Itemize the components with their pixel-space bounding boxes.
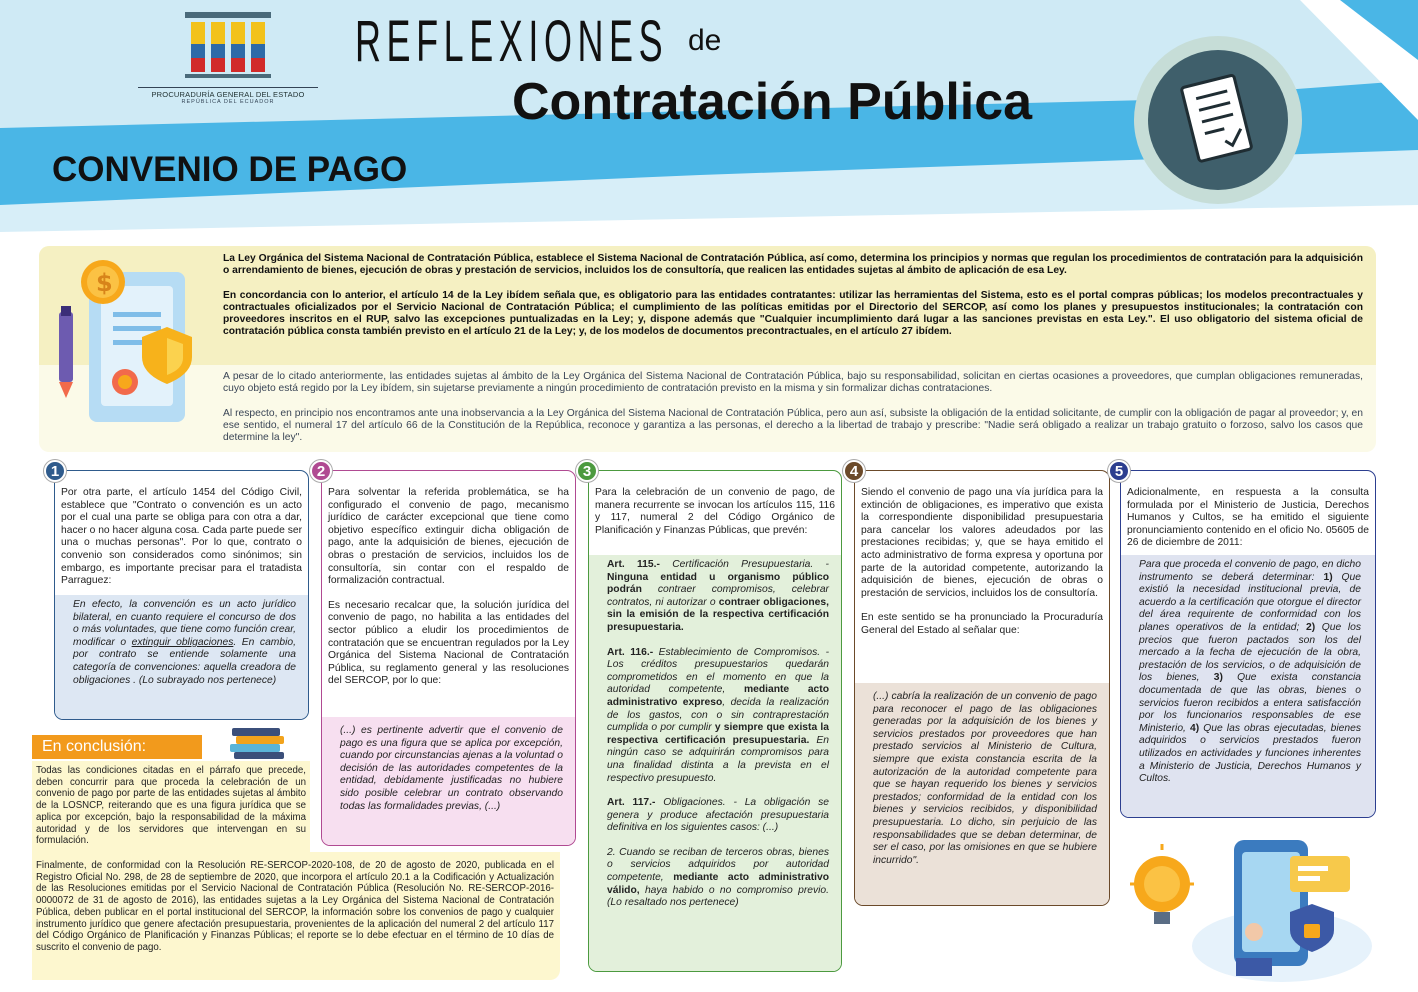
- column-5-quote: Para que proceda el convenio de pago, en dicho instrumento se deberá determinar: 1) Que existió la necesidad institucional previa, de acuerdo a la certificación que otorgue el director del área requirente de conformidad con los planes operativos de la entidad; 2) Que los precios que fueron pactados son los del mercado a la fecha de ejecución de la obra, prestación de los servicios, o de adquisición de los bienes, 3) Que exista constancia documentada de que las obras, bienes o servicios fueron recibidos a entera satisfacción por los funcionarios responsables de ese Ministerio, 4) Que las obras ejecutadas, bienes adquiridos o servicios prestados fueron utilizados en actividades y funciones inherentes a Ministerio de Justicia, Derechos Humanos y Cultos.: [1121, 555, 1376, 818]
- article-116: Art. 116.- Establecimiento de Compromisos. - Los créditos presupuestarios quedarán comprometidos en el momento en que la autoridad competente, mediante acto administrativo expreso, decida la realización de los gastos, con o sin contraprestación cumplida o por cumplir y siempre que exista la respectiva certificación presupuestaria. En ningún caso se adquirirán compromisos para una finalidad distinta a la prevista en el respectivo presupuesto.: [607, 646, 829, 784]
- badge-number-3: 3: [576, 460, 598, 482]
- column-1-quote: [55, 595, 309, 720]
- column-5-text: Adicionalmente, en respuesta a la consulta formulada por el Ministerio de Justicia, Derechos Humanos y Cultos, se ha emitido el siguiente pronunciamiento contenido en el oficio No. 05605 de 26 de diciembre de 2011:: [1127, 487, 1369, 549]
- quote-1-part-b: . En cambio, por contrato se entiende solamente una categoría de convenciones: aquella creadora de obligaciones . (Lo subrayado nos pertenece): [73, 636, 296, 686]
- conclusion-p2: Finalmente, de conformidad con la Resolución RE-SERCOP-2020-108, de 20 de agosto de 2020, publicada en el Registro Oficial No. 298, de 28 de septiembre de 2020, que incorpora el artículo 20.1 a la Codificación y Actualización de las Resoluciones emitidas por el Servicio Nacional de Contratación Pública (Resolución No. RE-SERCOP-2016-0000072 de 31 de agosto de 2016), las entidades sujetas a la Ley Orgánica del Sistema Nacional de Contratación Pública, deben publicar en el portal institucional del SERCOP, la información sobre los convenios de pago y cualquier instrumento jurídico que genere afectación presupuestaria, provenientes de la aplicación del numeral 2 del artículo 117 del Código Orgánico de Planificación y Finanzas Públicas; el reporte se lo debe efectuar en el término de 10 días de suscrito el convenio de pago.: [32, 852, 560, 980]
- column-2-text-p2: Es necesario recalcar que, la solución jurídica del convenio de pago, no habilita a las entidades del sector público a eludir los procedimientos de contratación que se encuentran regulados por la Ley Orgánica del Sistema Nacional de Contratación Pública, su reglamento general y las resoluciones del SERCOP, por lo que:: [328, 599, 569, 687]
- badge-number-1: 1: [44, 460, 66, 482]
- intro-reg-p2: Al respecto, en principio nos encontramos ante una inobservancia a la Ley Orgánica del Sistema Nacional de Contratación Pública, pero aun así, subsiste la obligación de la entidad solicitante, de cumplir con la obligación de pagar al proveedor; y, en ese sentido, el numeral 17 del artículo 66 de la Constitución de la República, reconoce y garantiza a las personas, el derecho a la libertad de trabajo y prescribe: "Nadie será obligado a realizar un trabajo gratuito o forzoso, salvo los casos que determine la ley".: [223, 407, 1363, 444]
- page-title: CONVENIO DE PAGO: [52, 150, 408, 189]
- document-checklist-icon: [1168, 70, 1268, 170]
- badge-number-2: 2: [310, 460, 332, 482]
- intro-reg-p1: A pesar de lo citado anteriormente, las entidades sujetas al ámbito de la Ley Orgánica del Sistema Nacional de Contratación Pública, bajo su responsabilidad, solicitan en ciertas ocasiones a proveedores, que cumplan obligaciones remuneradas, cuyo objeto está regido por la Ley ibídem, sin sujetarse previamente a ningún procedimiento de contratación previsto en la misma y sin formalizar dichas contrataciones.: [223, 371, 1363, 395]
- column-4-quote: (...) cabría la realización de un convenio de pago para reconocer el pago de las obligaciones generadas por la adquisición de los bienes y servicios prestados por proveedores que han prestado servicios al Ministerio de Cultura, siempre que exista constancia escrita de la autorización de la autoridad competente para que se hayan requerido los bienes y servicios prestados; conformidad de la entidad con los bienes y servicios recibidos, y disponibilidad presupuestaria. Lo dicho, sin perjuicio de las responsabilidades que se deban determinar, de ser el caso, por las omisiones en que se hubiere incurrido".: [855, 683, 1110, 906]
- column-4-text-p2: En este sentido se ha pronunciado la Procuraduría General del Estado al señalar que:: [861, 612, 1103, 636]
- column-5: [1120, 470, 1376, 818]
- quote-1-underlined: extinguir obligaciones: [131, 636, 234, 648]
- column-3: [588, 470, 842, 972]
- title-contratacion: Contratación Pública: [512, 73, 1033, 131]
- intro-bold-p1: La Ley Orgánica del Sistema Nacional de Contratación Pública, establece el Sistema Nacional de Contratación Pública, así como, determina los principios y normas que regulan los procedimientos de contratación para la adquisición o arrendamiento de bienes, ejecución de obras y prestación de servicios, incluidos los de consultoría, que realicen las entidades sujetas al ámbito de aplicación de esa Ley.: [223, 253, 1363, 277]
- contract-illustration-icon: [47, 252, 207, 442]
- badge-number-5: 5: [1108, 460, 1130, 482]
- badge-number-4: 4: [843, 460, 865, 482]
- intro-bold-text: [223, 253, 1363, 339]
- article-117: Art. 117.- Obligaciones. - La obligación se genera y produce afectación presupuestaria definitiva en los siguientes casos: (...): [607, 797, 830, 834]
- title-de: de: [688, 24, 722, 57]
- intro-bold-p2: En concordancia con lo anterior, el artículo 14 de la Ley ibídem señala que, es obligatorio para las entidades contratantes: utilizar las herramientas del Sistema, esto es el portal compras públicas; los modelos precontractuales y contractuales oficializados por el Servicio Nacional de Contratación Pública; el cumplimiento de las políticas emitidas por el Directorio del SERCOP, así como los planes y presupuestos institucionales; la contratación con proveedores inscritos en el RUP, salvo las excepciones puntualizadas en la Ley; y, dispone además que "Cualquier incumplimiento dará lugar a las sanciones previstas en esta Ley.". El uso obligatorio del sistema oficial de contratación pública consta también previsto en el artículo 21 de la Ley; y, de los modelos de documentos precontractuales, en el artículo 27 ibídem.: [223, 289, 1363, 338]
- column-1: [54, 470, 309, 720]
- column-2-quote: (...) es pertinente advertir que el convenio de pago es una figura que se aplica por excepción, cuando por circunstancias ajenas a la voluntad o decisión de las autoridades competentes de la entidad, debidamente justificadas no hubiere sido posible celebrar un contrato observando todas las formalidades previas, (...): [322, 717, 576, 846]
- logo-org-name: PROCURADURÍA GENERAL DEL ESTADO: [138, 87, 318, 99]
- conclusion-label: En conclusión:: [32, 735, 202, 759]
- conclusion-p1: Todas las condiciones citadas en el párrafo que precede, deben concurrir para que proceda la celebración de un convenio de pago por parte de las entidades sujetas al ámbito de la LOSNCP, reiterando que es una figura jurídica que se aplica por excepción, bajo la responsabilidad de la máxima autoridad y de los servidores que intervengan en su formulación.: [32, 761, 310, 853]
- column-4-text-p1: Siendo el convenio de pago una vía jurídica para la extinción de obligaciones, es imperativo que exista la correspondiente disponibilidad presupuestaria para cancelar los valores adeudados por las prestaciones recibidas; y, que se haya emitido el acto administrativo de forma expresa y oportuna por parte de la autoridad competente, autorizando la adquisición de bienes, ejecución de obras o prestación de servicios, incluidos los de consultoría.: [861, 487, 1103, 599]
- intro-regular-text: [223, 371, 1363, 444]
- intro-box: [39, 246, 1376, 452]
- title-reflexiones: REFLEXIONES: [355, 9, 669, 74]
- person-phone-illustration-icon: [1122, 826, 1382, 986]
- column-4: [854, 470, 1110, 906]
- quote-1-part-a: En efecto, la convención es un acto jurídico bilateral, en cuanto requiere el concurso de dos o más voluntades, que tiene como función crear, modificar o: [73, 599, 296, 648]
- article-117-numeral-2: 2. Cuando se reciban de terceros obras, bienes o servicios adquiridos por autoridad competente, mediante acto administrativo válido, haya habido o no compromiso previo. (Lo resaltado nos pertenece): [607, 846, 830, 909]
- column-2: [321, 470, 576, 846]
- column-3-articles: [589, 555, 842, 972]
- logo-procuraduria: [138, 10, 318, 110]
- logo-country: REPÚBLICA DEL ECUADOR: [181, 99, 275, 105]
- logo-columns-icon: [183, 10, 273, 80]
- article-115: Art. 115.- Certificación Presupuestaria. - Ninguna entidad u organismo público podrán contraer compromisos, celebrar contratos, ni autorizar o contraer obligaciones, sin la emisión de la respectiva certificación presupuestaria.: [607, 559, 829, 633]
- column-3-text: Para la celebración de un convenio de pago, de manera recurrente se invocan los artículos 115, 116 y 117, numeral 2 del Código Orgánico de Planificación y Finanzas Públicas, que prevén:: [595, 487, 835, 536]
- books-icon: [228, 726, 290, 760]
- svg-text:$: $: [96, 269, 113, 297]
- column-1-text: Por otra parte, el artículo 1454 del Código Civil, establece que "Contrato o convención es un acto por el cual una parte se obliga para con otra a dar, hacer o no hacer alguna cosa. Cada parte puede ser una o muchas personas". Por lo que, contrato o convenio son considerados como sinónimos; sin embargo, es importante precisar para el tratadista Parraguez:: [61, 487, 302, 587]
- column-2-text-p1: Para solventar la referida problemática, se ha configurado el convenio de pago, mecanismo jurídico de carácter excepcional que tiene como objetivo específico extinguir dicha obligación de pago, ante la adquisición de bienes, ejecución de obras o prestación de servicios, incluidos los de consultoría, sin contar con el respaldo de formalización contractual.: [328, 487, 569, 587]
